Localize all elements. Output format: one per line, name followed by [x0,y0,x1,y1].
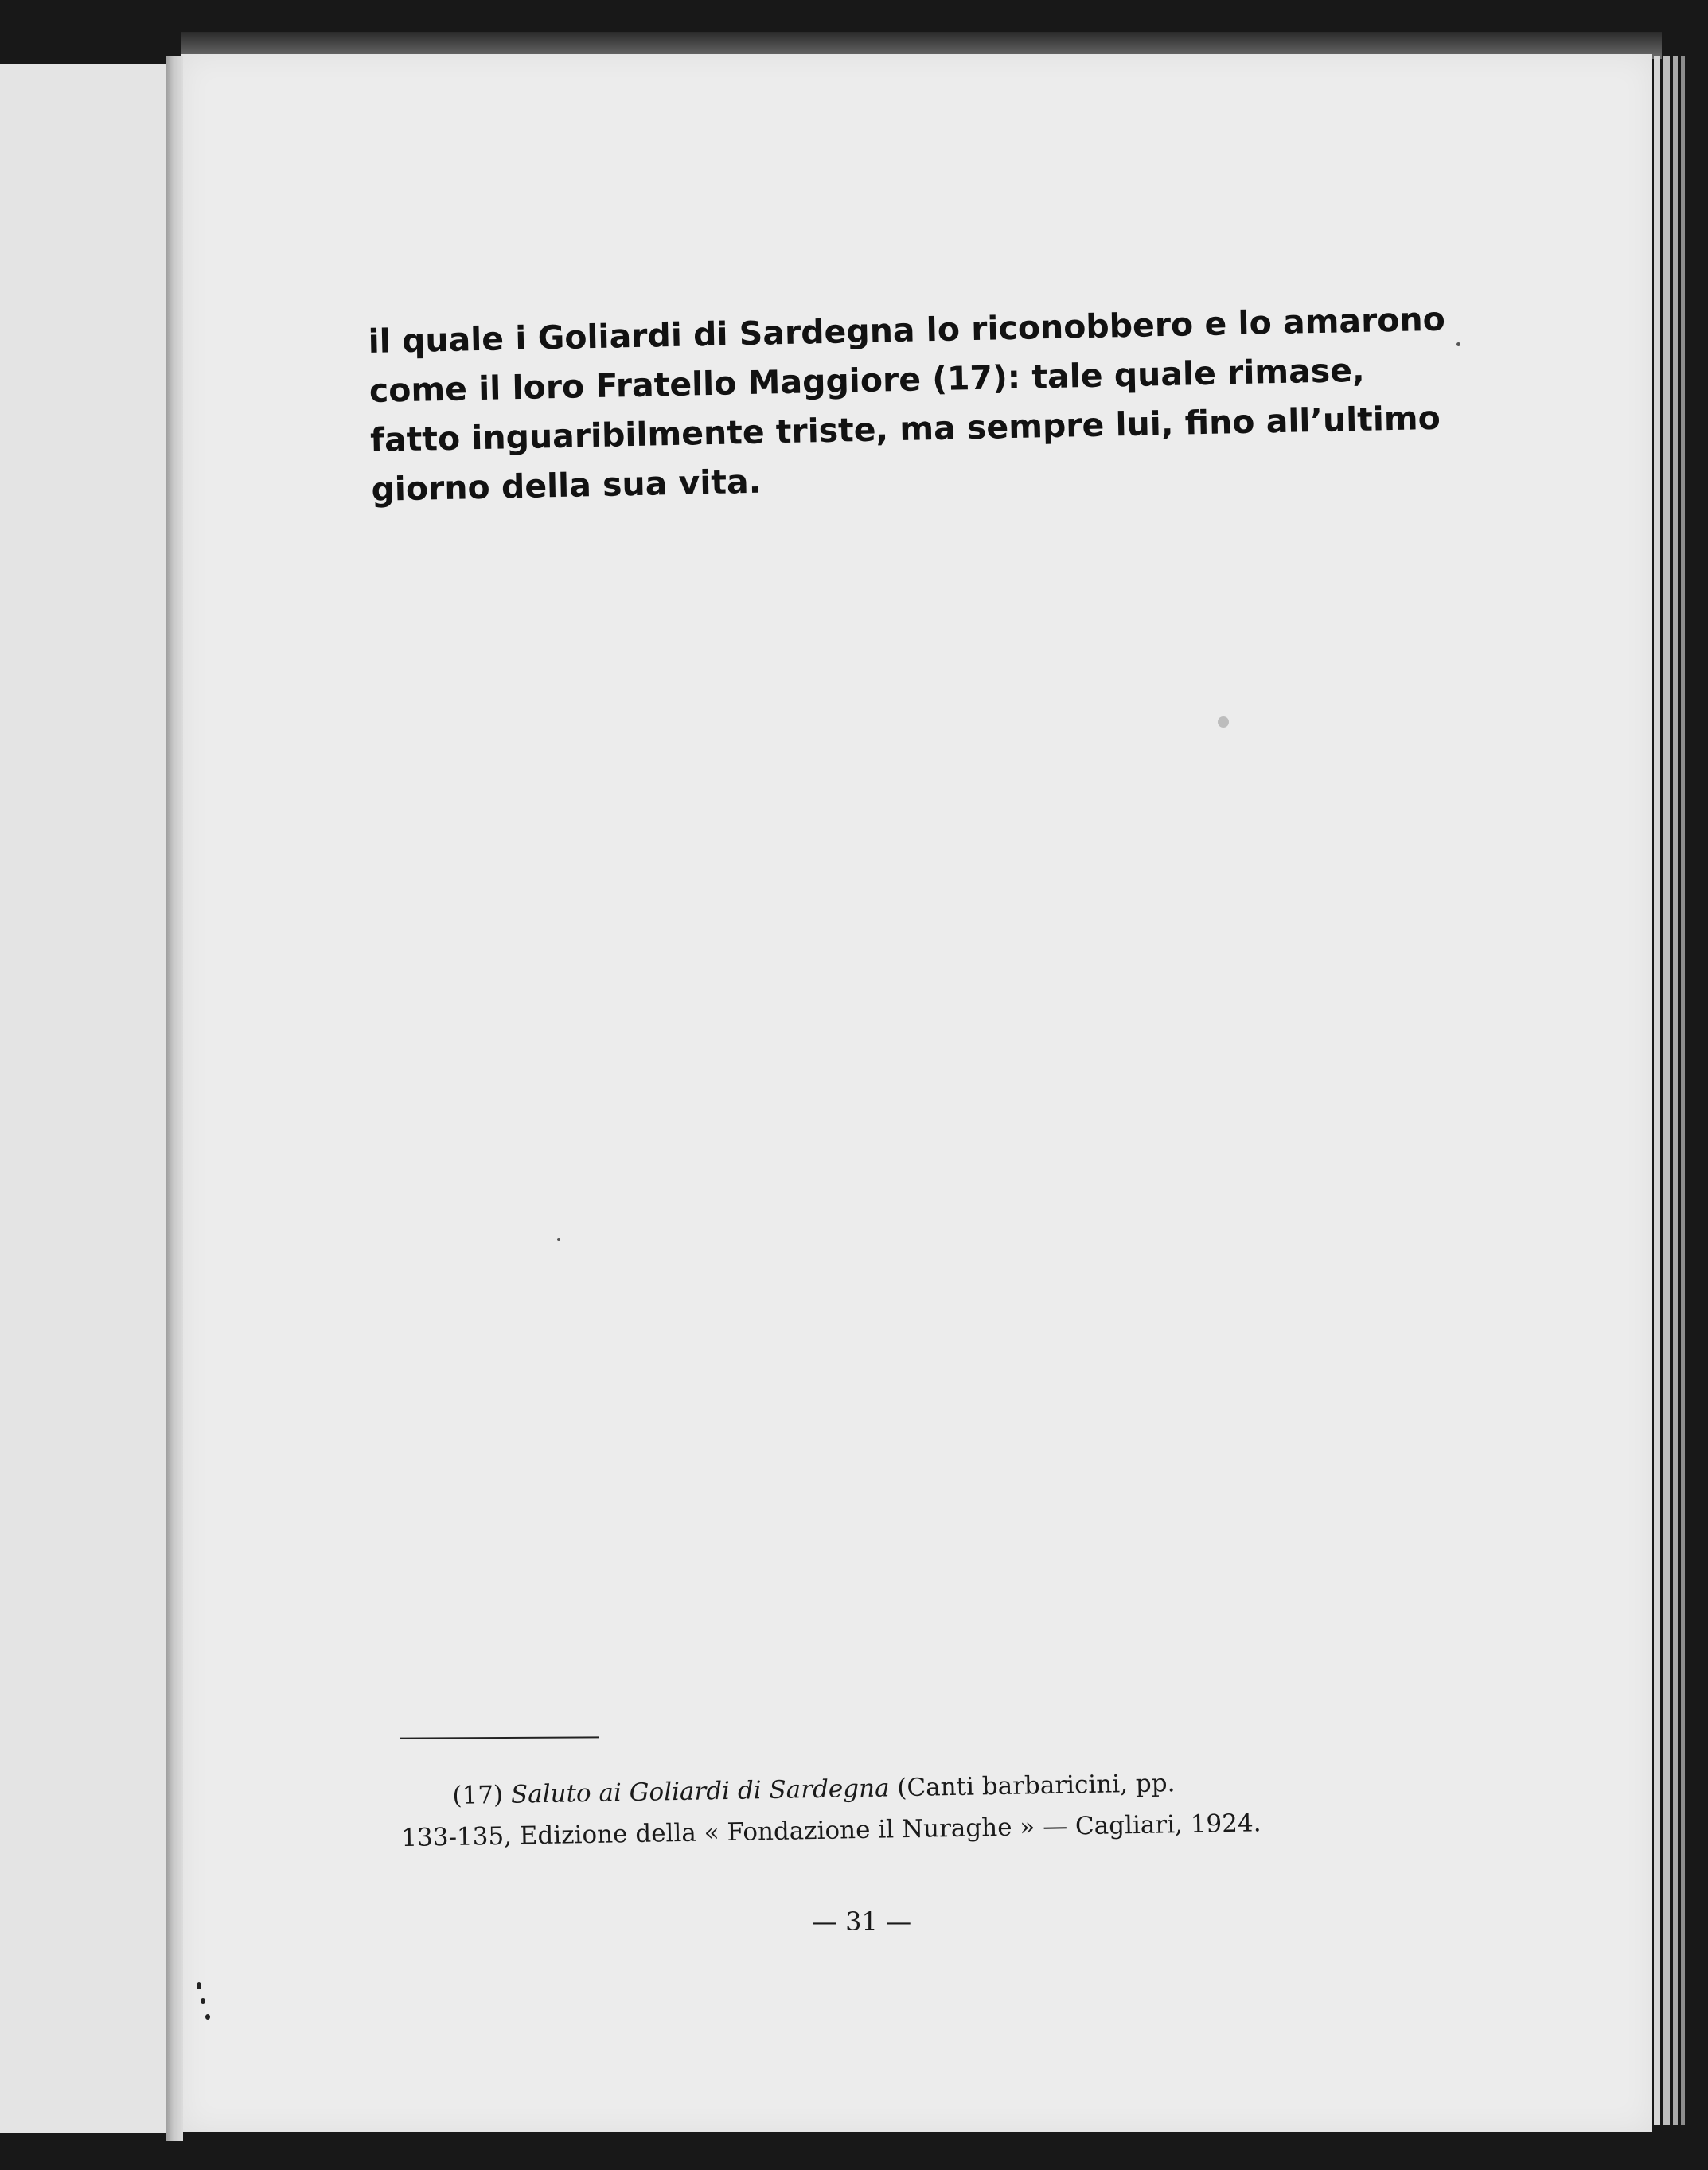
page-edge [1663,56,1670,2125]
page-edge [1654,56,1660,2125]
footnote-marker: (17) [452,1780,504,1810]
previous-page-edge [0,64,171,2133]
book-gutter [166,56,183,2141]
paper-speck [1218,716,1229,728]
paper-speck [201,1998,205,2004]
page-number: — 31 — [812,1907,912,1937]
body-line: il quale i Goliardi di Sardegna lo riconobbero e lo amarono [368,299,1446,361]
footnote-line: 133-135, Edizione della « Fondazione il Nuraghe » — Cagliari, 1924. [401,1809,1262,1853]
paper-speck [1456,342,1460,346]
paper-speck [205,2014,210,2020]
body-paragraph [368,297,1446,514]
body-line: fatto inguaribilmente triste, ma sempre lui, fino all’ultimo [369,398,1441,459]
body-line: giorno della sua vita. [371,462,762,509]
page-edge [1673,56,1678,2125]
footnote [401,1760,1337,1858]
page-edge [1681,56,1685,2125]
paper-speck [197,1982,201,1989]
body-line: come il loro Fratello Maggiore (17): tale quale rimase, [369,350,1366,410]
footnote-title: Saluto ai Goliardi di Sardegna [510,1774,890,1809]
paper-speck [557,1238,560,1241]
footnote-citation: (Canti barbaricini, pp. [897,1769,1176,1803]
